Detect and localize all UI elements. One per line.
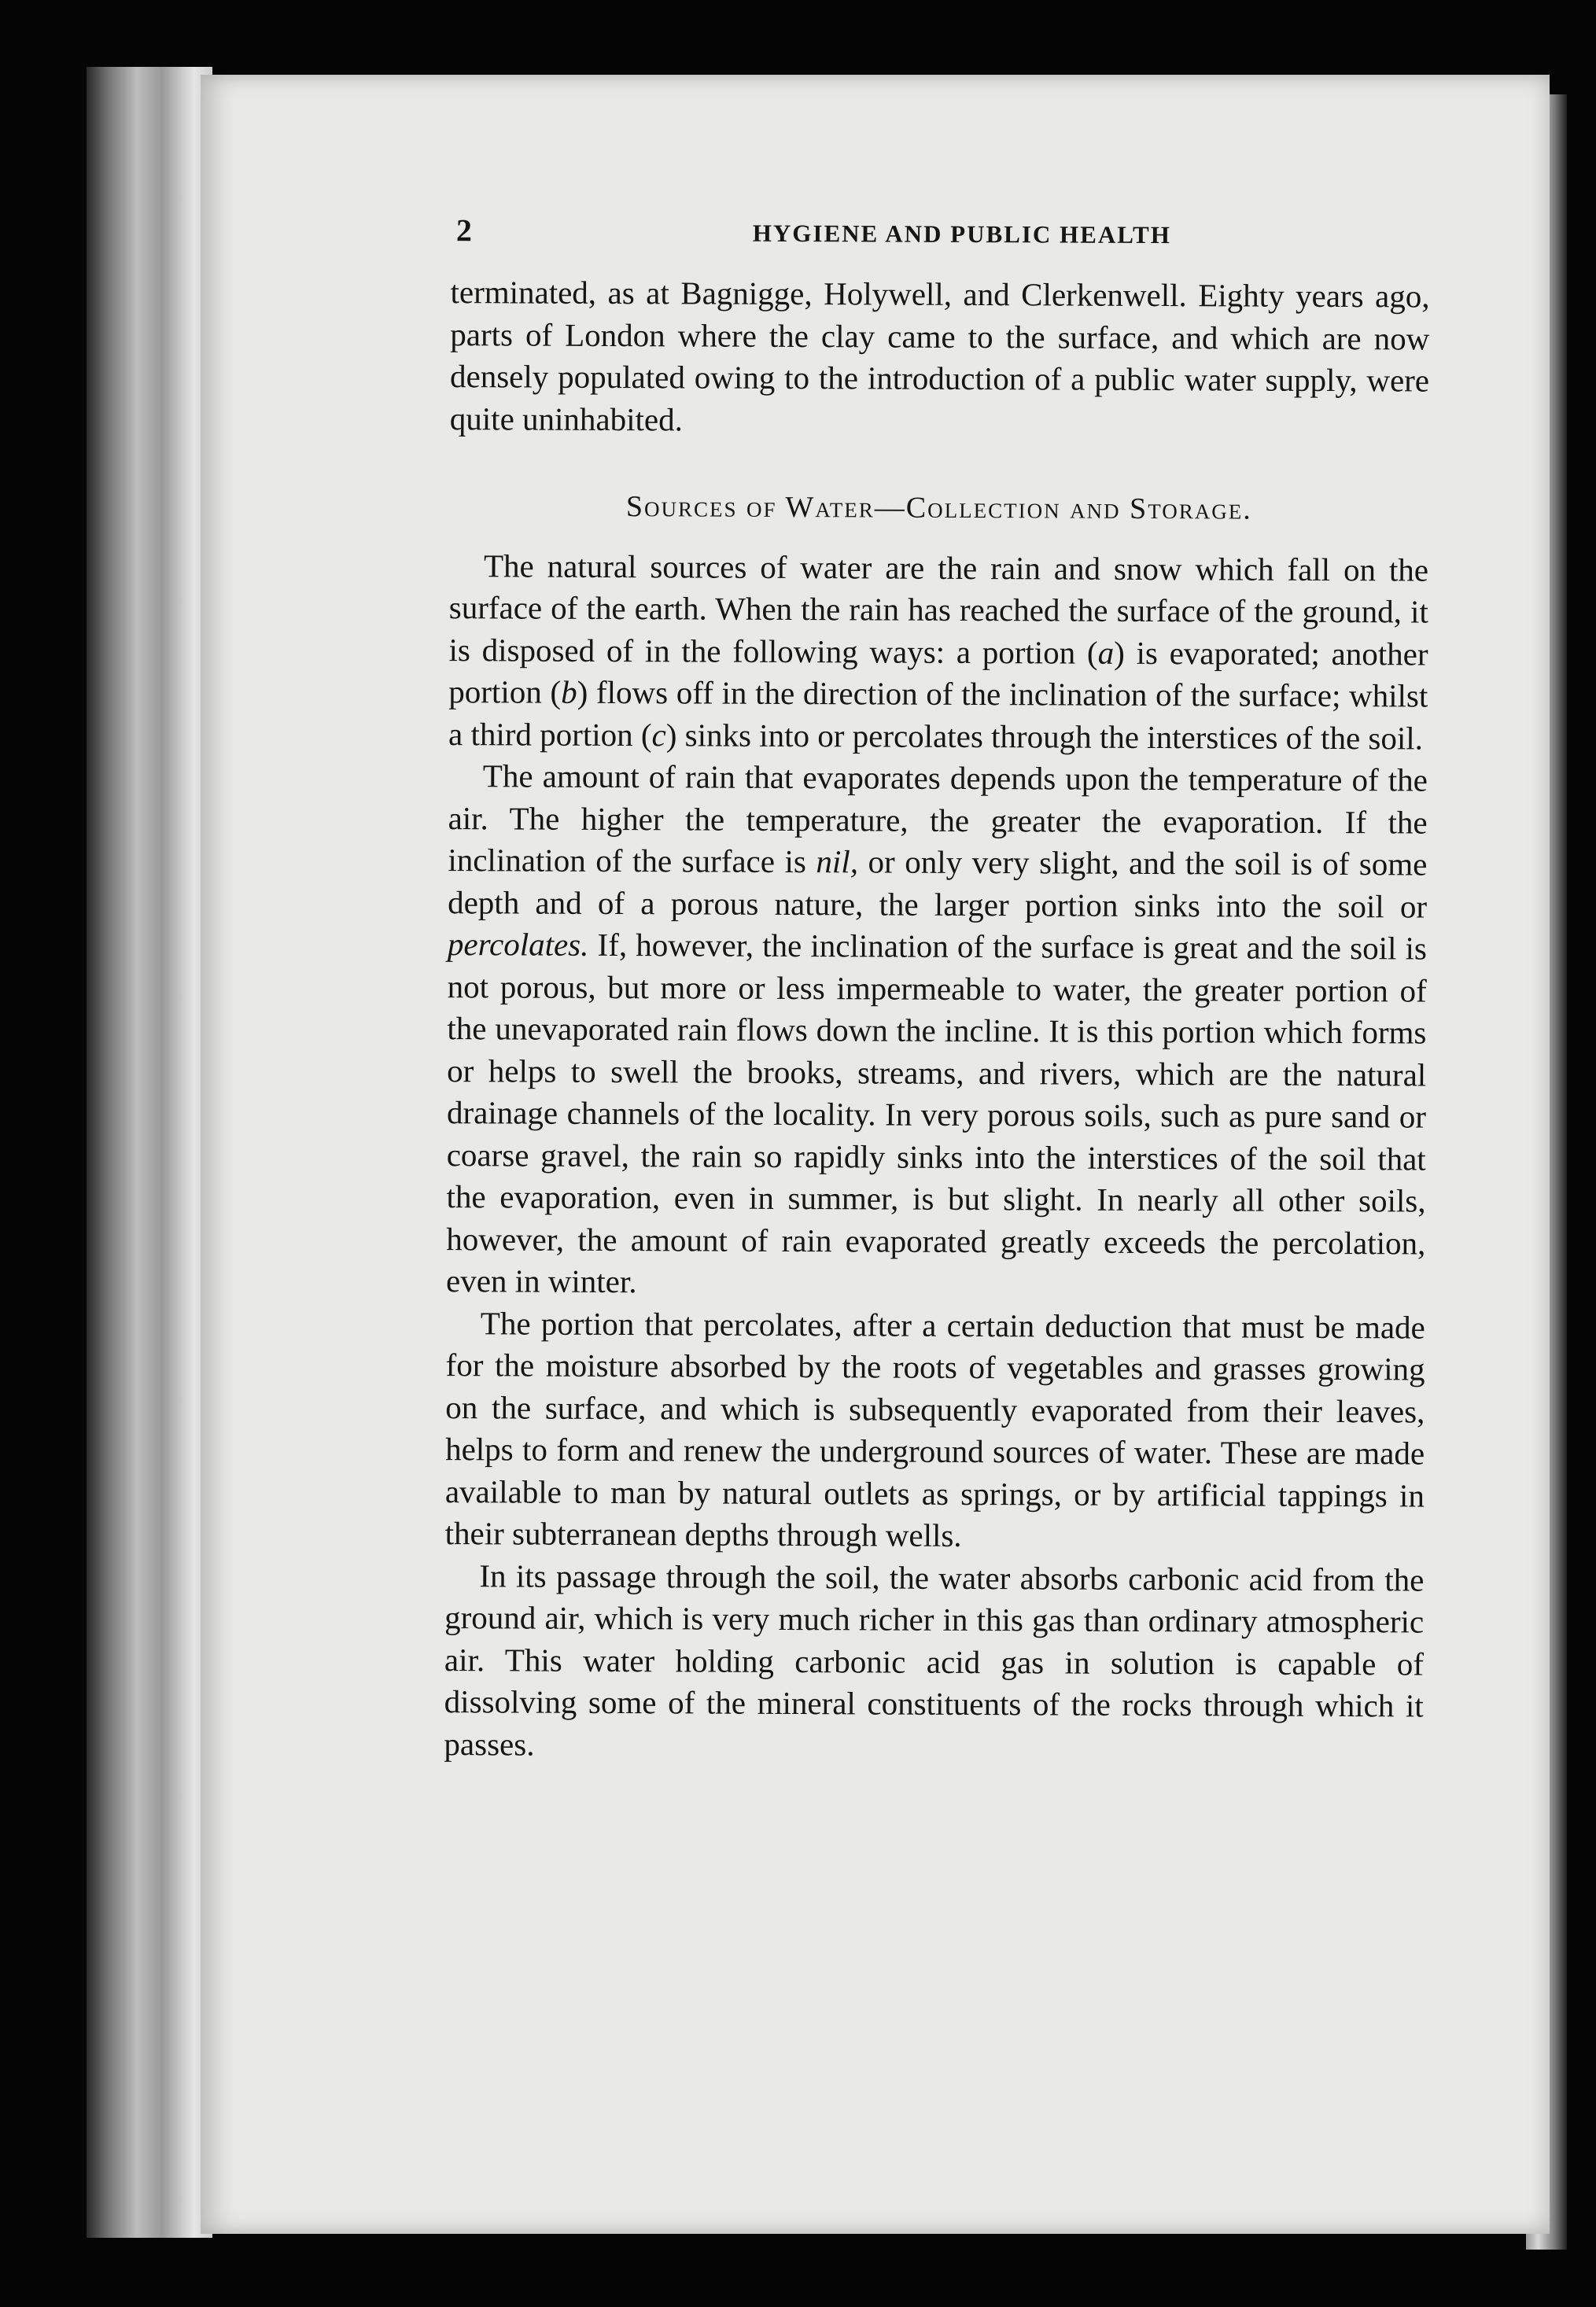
book-binding-edge-left bbox=[87, 67, 212, 2238]
italic-marker-b: b bbox=[561, 673, 577, 710]
paragraph-percolation: The portion that percolates, after a certain deduction that must be made for the moisture absorbed by the roots of vegetables and grasses growing on the surface, and which is subsequently evaporated from their leaves, helps to form and renew the underground sources of water. These are made available to man by natural outlets as springs, or by artificial tappings in their subterranean depths through wells. bbox=[444, 1304, 1425, 1553]
section-heading: Sources of Water—Collection and Storage. bbox=[625, 490, 1252, 526]
running-head bbox=[250, 211, 1438, 262]
paragraph-natural-sources bbox=[448, 545, 1428, 760]
running-title: HYGIENE AND PUBLIC HEALTH bbox=[752, 219, 1171, 249]
paragraph-evaporation bbox=[446, 755, 1428, 1306]
paragraph-continuation: terminated, as at Bagnigge, Holywell, and Clerkenwell. Eighty years ago, parts of London where the clay came to the surface, and which are now densely populated owing to the introduction of a public water supply, were quite uninhabited. bbox=[449, 274, 1430, 437]
body-text bbox=[444, 271, 1429, 1769]
paragraph-text-part: If, however, the inclination of the surface is great and the soil is not porous, but more or less impermeable to water, the greater portion of the unevaporated rain flows down the incline. It is this portion which forms or helps to swell the brooks, streams, and rivers, which are the natural drainage channels of the locality. In very porous soils, such as pure sand or coarse gravel, the rain so rapidly sinks into the interstices of the soil that the evaporation, even in summer, is but slight. In nearly all other soils, however, the amount of rain evaporated greatly exceeds the percolation, even in winter. bbox=[445, 926, 1428, 1300]
paragraph-text-part: The amount of rain that evaporates depends upon the temperature of the air. The higher the temperature, the greater the evaporation. If the inclination of the surface is bbox=[448, 757, 1428, 880]
paragraph-carbonic-acid: In its passage through the soil, the water absorbs carbonic acid from the ground air, which is very much richer in this gas than ordinary atmospheric air. This water holding carbonic acid gas in solution is capable of dissolving some of the mineral constituents of the rocks through which it passes. bbox=[444, 1557, 1425, 1763]
page-number: 2 bbox=[455, 212, 472, 249]
page-content bbox=[243, 211, 1438, 1770]
italic-marker-c: c bbox=[651, 716, 666, 753]
paragraph-text-part: or only very slight, and the soil is of some depth and of a porous nature, the larger portion sinks into the soil or bbox=[448, 843, 1428, 925]
italic-term-nil: nil, bbox=[816, 843, 859, 880]
italic-term-percolates: percolates. bbox=[447, 926, 589, 963]
paragraph-text: The natural sources of water are the rain and snow which fall on the surface of the earth. When the rain has reached the surface of the ground, it is disposed of in the following ways: a portion (a) is evaporated; another portion (b) flows off in the direction of the inclination of the surface; whilst a third portion (c) sinks into or percolates through the interstices of the soil. bbox=[448, 547, 1429, 757]
italic-marker-a: a bbox=[1097, 634, 1115, 671]
